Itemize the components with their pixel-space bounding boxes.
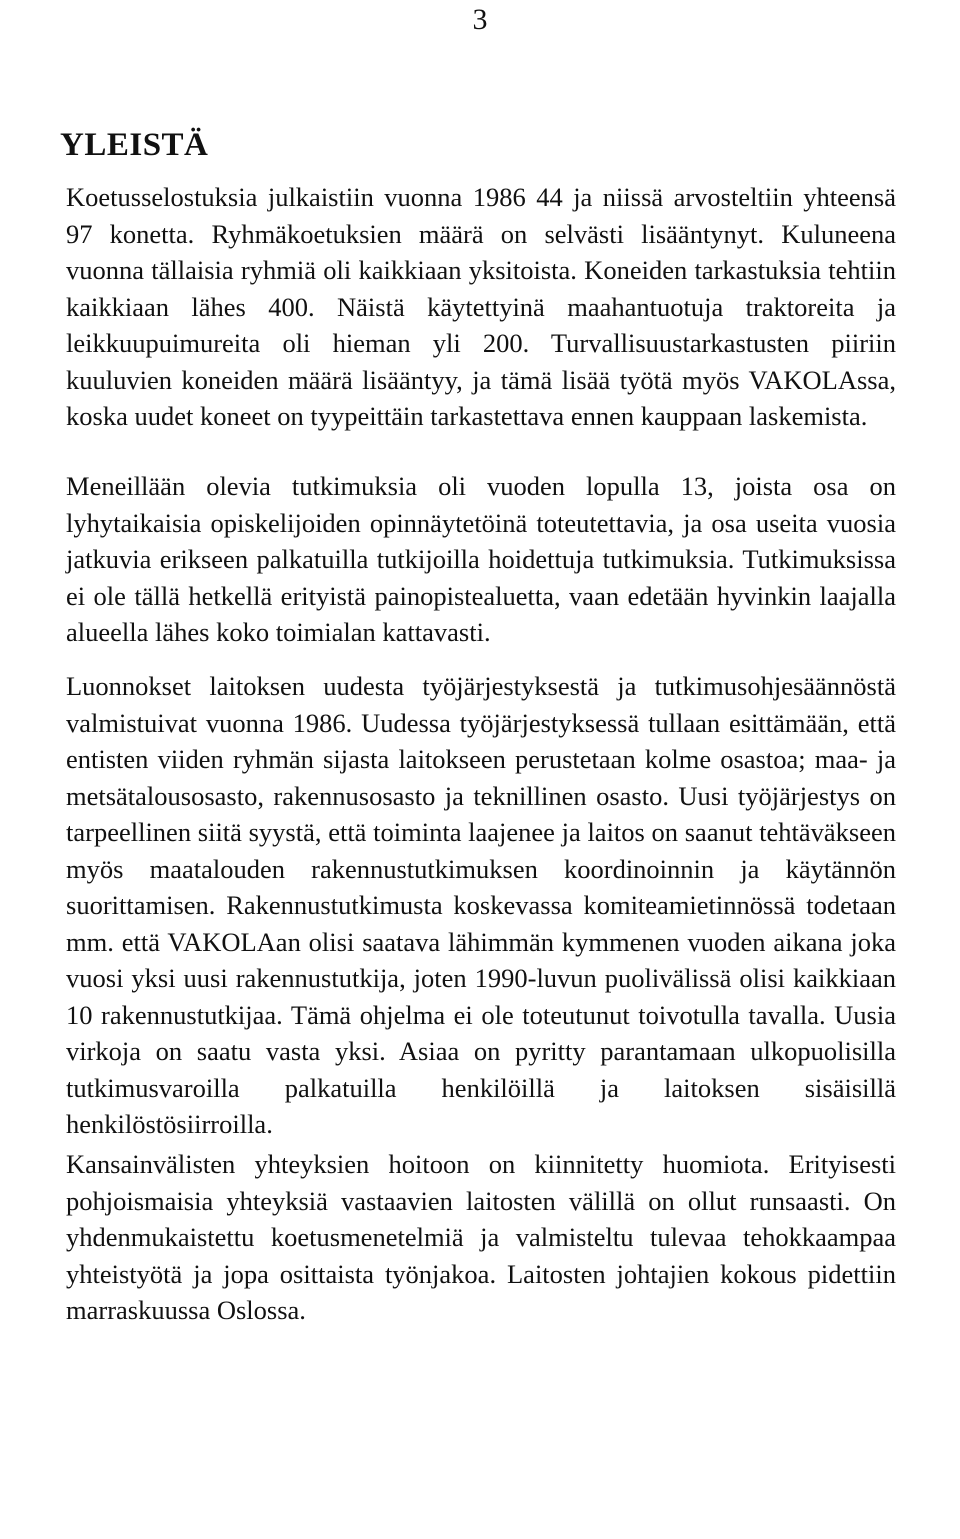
- paragraph-organization: Luonnokset laitoksen uudesta työjärjestyksestä ja tutkimusohjesäännöstä valmistuivat vuonna 1986. Uudessa työjärjestyksessä tullaan esittämään, että entisten viiden ryhmän sijasta laitokseen perustetaan kolme osastoa; maa- ja metsätalousosasto, rakennusosasto ja teknillinen osasto. Uusi työjärjestys on tarpeellinen siitä syystä, että toiminta laajenee ja laitos on saanut tehtäväkseen myös maatalouden rakennustutkimuksen koordinoinnin ja käytännön suorittamisen. Rakennustutkimusta koskevassa komiteamietinnössä todetaan mm. että VAKOLAan olisi saatava lähimmän kymmenen vuoden aikana joka vuosi yksi uusi rakennustutkija, joten 1990-luvun puolivälissä olisi kaikkiaan 10 rakennustutkijaa. Tämä ohjelma ei ole toteutunut toivotulla tavalla. Uusia virkoja on saatu vasta yksi. Asiaa on pyritty parantamaan ulkopuolisilla tutkimusvaroilla palkatuilla henkilöillä ja laitoksen sisäisillä henkilöstösiirroilla.: [66, 671, 896, 1139]
- paragraph-international: Kansainvälisten yhteyksien hoitoon on kiinnitetty huomiota. Erityisesti pohjoismaisia yhteyksiä vastaavien laitosten välillä on ollut runsaasti. On yhdenmukaistettu koetusmenetelmiä ja valmisteltu tulevaa tehokkaampaa yhteistyötä ja jopa osittaista työnjakoa. Laitosten johtajien kokous pidettiin marraskuussa Oslossa.: [66, 1149, 896, 1325]
- section-heading: YLEISTÄ: [60, 127, 209, 163]
- paragraph-research: Meneillään olevia tutkimuksia oli vuoden lopulla 13, joista osa on lyhytaikaisia opiskelijoiden opinnäytetöinä toteutettavia, ja osa useita vuosia jatkuvia erikseen palkatuilla tutkijoilla hoidettuja tutkimuksia. Tutkimuksissa ei ole tällä hetkellä erityistä painopistealuetta, vaan edetään hyvinkin laajalla alueella lähes koko toimialan kattavasti.: [66, 471, 896, 647]
- paragraph-publications: Koetusselostuksia julkaistiin vuonna 1986 44 ja niissä arvosteltiin yhteensä 97 konetta. Ryhmäkoetuksien määrä on selvästi lisääntynyt. Kuluneena vuonna tällaisia ryhmiä oli kaikkiaan yksitoista. Koneiden tarkastuksia tehtiin kaikkiaan lähes 400. Näistä käytettyinä maahantuotuja traktoreita ja leikkuupuimureita oli hieman yli 200. Turvallisuustarkastusten piiriin kuuluvien koneiden määrä lisääntyy, ja tämä lisää työtä myös VAKOLAssa, koska uudet koneet on tyypeittäin tarkastettava ennen kauppaan laskemista.: [66, 182, 896, 431]
- page-number: 3: [472, 3, 488, 36]
